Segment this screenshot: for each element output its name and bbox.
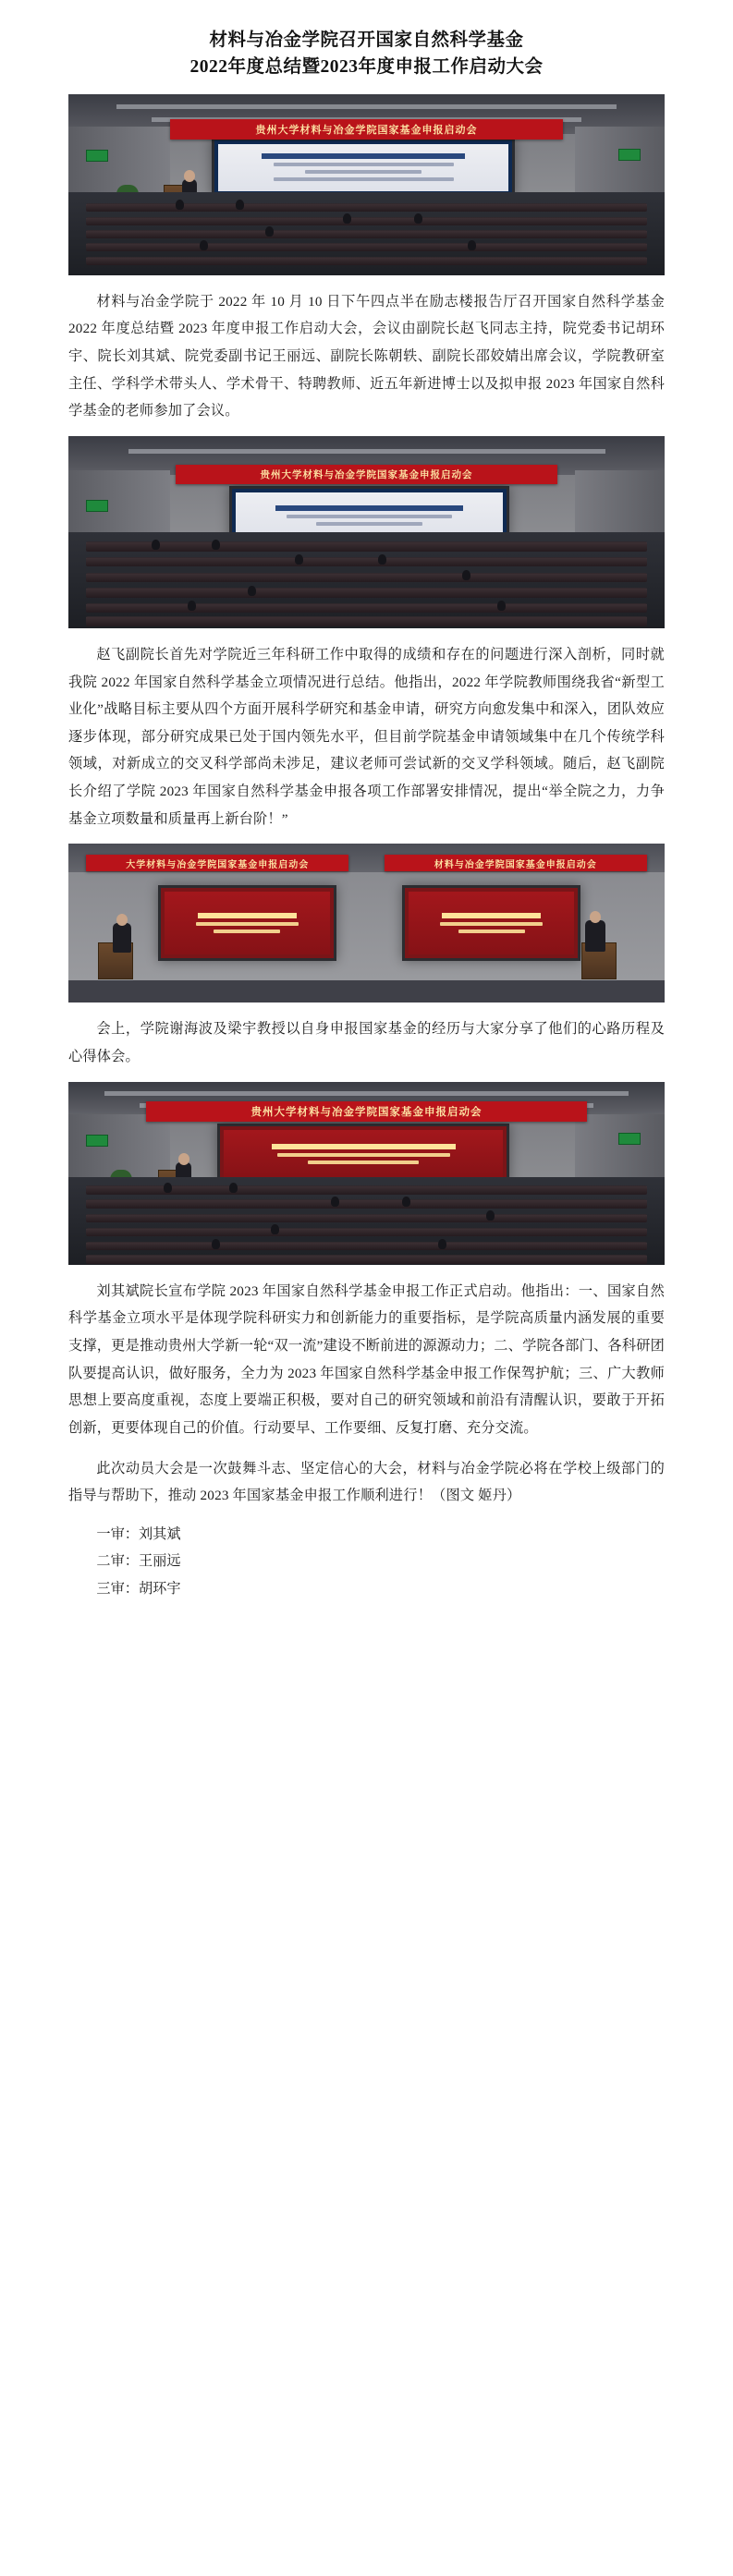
person-head — [116, 914, 128, 926]
red-banner: 贵州大学材料与冶金学院国家基金申报启动会 — [170, 119, 564, 140]
slide-title-bar — [442, 913, 541, 918]
page-title — [68, 28, 665, 81]
ceiling-light-strip — [128, 449, 605, 454]
slide-text-bar — [287, 515, 452, 518]
photo-meeting-hall-wide — [68, 94, 665, 275]
ceiling-light-strip — [104, 1091, 629, 1096]
photo-scene — [68, 844, 367, 1002]
red-banner: 贵州大学材料与冶金学院国家基金申报启动会 — [146, 1101, 587, 1122]
photo-audience-seated — [68, 436, 665, 628]
seating-area — [68, 1177, 665, 1265]
projection-screen — [212, 138, 516, 198]
projection-screen — [402, 885, 580, 961]
attendee-head — [164, 1183, 172, 1193]
slide-content — [409, 892, 574, 954]
ceiling-light-strip — [116, 104, 617, 109]
person-head — [184, 170, 195, 182]
photo-hall-overview — [68, 1082, 665, 1265]
photo-scene — [68, 1082, 665, 1265]
seat-row — [86, 1214, 646, 1223]
red-banner: 贵州大学材料与冶金学院国家基金申报启动会 — [176, 465, 557, 484]
attendee-head — [486, 1210, 495, 1221]
slide-title-bar — [262, 153, 465, 159]
exit-sign — [618, 149, 641, 161]
attendee-head — [229, 1183, 238, 1193]
photo-scene — [367, 844, 666, 1002]
signoff-third-review: 三审：胡环宇 — [96, 1581, 181, 1598]
attendee-head — [402, 1197, 410, 1207]
slide-text-bar — [308, 1160, 420, 1164]
attendee-head — [248, 586, 256, 596]
person-speaker — [113, 923, 131, 953]
photo-speaker-pair — [68, 844, 665, 1002]
paragraph-5: 此次动员大会是一次鼓舞斗志、坚定信心的大会，材料与冶金学院必将在学校上级部门的指导与帮助下，推动 2023 年国家基金申报工作顺利进行！（图文 姬丹） — [68, 1460, 665, 1504]
photo-scene — [68, 436, 665, 628]
slide-text-bar — [458, 930, 525, 933]
slide-text-bar — [214, 930, 280, 933]
attendee-head — [152, 540, 160, 550]
seating-area — [68, 532, 665, 628]
paragraph-4: 刘其斌院长宣布学院 2023 年国家自然科学基金申报工作正式启动。他指出：一、国家自然科学基金立项水平是体现学院科研实力和创新能力的重要指标，是学院高质量内涵发展的重要支撑，更是推动贵州大学新一轮“双一流”建设不断前进的源源动力；二、学院各部门、各科研团队要提高认识，做好服务，全力为 2023 年国家自然科学基金申报工作保驾护航；三、广大教师思想上要高度重视，态度上要端正积极，要对自己的研究领域和前沿有清醒认识，要敢于开拓创新，更要体现自己的价值。行动要早、工作要细、反复打磨、充分交流。 — [68, 1282, 665, 1436]
seat-row — [86, 1228, 646, 1237]
seat-row — [86, 541, 646, 551]
exit-sign — [86, 1135, 108, 1147]
attendee-head — [462, 570, 470, 580]
attendee-head — [331, 1197, 339, 1207]
signoff-second-review: 二审：王丽远 — [96, 1553, 181, 1570]
seat-row — [86, 257, 646, 265]
slide-text-bar — [196, 922, 299, 926]
attendee-head — [212, 1239, 220, 1249]
attendee-head — [438, 1239, 446, 1249]
red-banner: 材料与冶金学院国家基金申报启动会 — [385, 855, 647, 871]
attendee-head — [414, 213, 422, 224]
page-title-line-1: 材料与冶金学院召开国家自然科学基金 — [209, 30, 524, 50]
slide-text-bar — [274, 177, 454, 181]
seat-row — [86, 203, 646, 212]
exit-sign — [618, 1133, 641, 1145]
paragraph-3: 会上，学院谢海波及梁宇教授以自身申报国家基金的经历与大家分享了他们的心路历程及心得体会。 — [68, 1021, 665, 1065]
person-head — [590, 911, 601, 923]
photo-scene — [68, 94, 665, 275]
seat-row — [86, 588, 646, 597]
attendee-head — [188, 601, 196, 611]
slide-text-bar — [277, 1153, 450, 1157]
signoff-first-review: 一审：刘其斌 — [96, 1525, 181, 1542]
seat-row — [86, 603, 646, 613]
seat-row — [86, 1199, 646, 1209]
slide-title-bar — [272, 1144, 456, 1149]
photo-speaker-left — [68, 844, 370, 1002]
slide-text-bar — [305, 170, 421, 174]
slide-text-bar — [316, 522, 422, 526]
exit-sign — [86, 150, 108, 162]
attendee-head — [200, 240, 208, 250]
stage-floor — [367, 980, 666, 1002]
exit-sign — [86, 500, 108, 512]
seating-area — [68, 192, 665, 275]
slide-text-bar — [440, 922, 543, 926]
seat-row — [86, 557, 646, 566]
attendee-head — [468, 240, 476, 250]
seat-row — [86, 217, 646, 225]
paragraph-2: 赵飞副院长首先对学院近三年科研工作中取得的成绩和存在的问题进行深入剖析，同时就我院 2022 年国家自然科学基金立项情况进行总结。他指出，2022 年学院教师围绕我省“新型工业化”战略目标主要从四个方面开展科学研究和基金申请，研究方向愈发集中和深入，团队效应逐步体现，部分研究成果已处于国内领先水平，但目前学院基金申请领域集中在几个传统学科领域，对新成立的交叉科学部尚未涉足，建议老师可尝试新的交叉学科领域。随后，赵飞副院长介绍了学院 2023 年国家自然科学基金申报各项工作部署安排情况，提出“举全院之力，力争基金立项数量和质量再上新台阶！” — [68, 646, 665, 827]
paragraph-1: 材料与冶金学院于 2022 年 10 月 10 日下午四点半在励志楼报告厅召开国家自然科学基金 2022 年度总结暨 2023 年度申报工作启动大会，会议由副院长赵飞同志主持，院党委书记胡环宇、院长刘其斌、院党委副书记王丽远、副院长陈朝轶、副院长邵姣婧出席会议，学院教研室主任、学科学术带头人、学术骨干、特聘教师、近五年新进博士以及拟申报 2023 年国家自然科学基金的老师参加了会议。 — [68, 293, 665, 419]
attendee-head — [343, 213, 351, 224]
attendee-head — [265, 226, 274, 237]
person-speaker — [585, 920, 605, 952]
seat-row — [86, 230, 646, 238]
seat-row — [86, 243, 646, 251]
seat-row — [86, 1255, 646, 1264]
projection-screen — [217, 1124, 509, 1184]
red-banner: 大学材料与冶金学院国家基金申报启动会 — [86, 855, 348, 871]
page-title-line-2: 2022年度总结暨2023年度申报工作启动大会 — [189, 56, 544, 77]
attendee-head — [176, 200, 184, 210]
seat-row — [86, 573, 646, 582]
slide-content — [224, 1130, 503, 1177]
slide-title-bar — [275, 505, 462, 511]
slide-title-bar — [198, 913, 297, 918]
slide-content — [218, 144, 509, 191]
person-head — [178, 1153, 189, 1165]
attendee-head — [295, 554, 303, 565]
slide-text-bar — [274, 163, 454, 166]
stage-floor — [68, 980, 367, 1002]
slide-content — [165, 892, 330, 954]
attendee-head — [236, 200, 244, 210]
attendee-head — [497, 601, 506, 611]
attendee-head — [212, 540, 220, 550]
projection-screen — [158, 885, 336, 961]
photo-speaker-right — [367, 844, 666, 1002]
seat-row — [86, 1242, 646, 1251]
seat-row — [86, 616, 646, 626]
